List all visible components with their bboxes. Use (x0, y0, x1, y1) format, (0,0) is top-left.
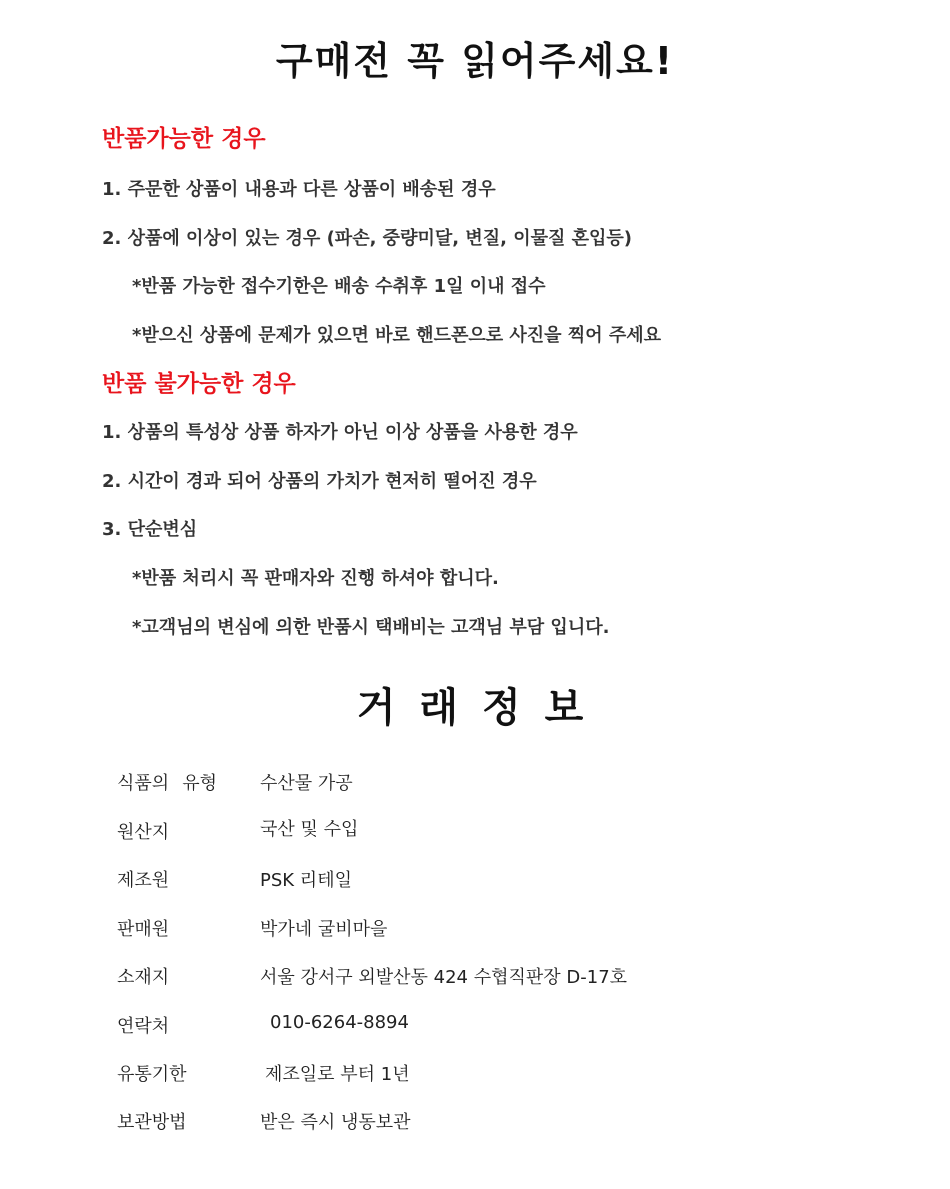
info-label-seller: 판매원 (117, 919, 170, 940)
info-value-seller: 박가네 굴비마을 (260, 919, 388, 940)
info-label-manufacturer: 제조원 (117, 870, 170, 891)
info-value-storage: 받은 즉시 냉동보관 (260, 1112, 411, 1133)
info-label-address: 소재지 (117, 967, 170, 988)
trade-info-title: 거래정보 (356, 685, 608, 731)
returns-impossible-note-1: *반품 처리시 꼭 판매자와 진행 하셔야 합니다. (132, 568, 499, 589)
returns-possible-title: 반품가능한 경우 (102, 126, 266, 152)
info-label-contact: 연락처 (117, 1016, 170, 1037)
returns-impossible-title: 반품 불가능한 경우 (102, 371, 296, 397)
returns-impossible-item-2: 2. 시간이 경과 되어 상품의 가치가 현저히 떨어진 경우 (102, 471, 537, 492)
page-title: 구매전 꼭 읽어주세요! (275, 39, 675, 83)
info-value-expiry: 제조일로 부터 1년 (265, 1064, 410, 1085)
info-value-address: 서울 강서구 외발산동 424 수협직판장 D-17호 (260, 967, 628, 988)
info-value-origin: 국산 및 수입 (260, 819, 359, 840)
info-label-storage: 보관방법 (117, 1112, 187, 1133)
returns-possible-note-2: *받으신 상품에 문제가 있으면 바로 핸드폰으로 사진을 찍어 주세요 (132, 325, 662, 346)
info-label-expiry: 유통기한 (117, 1064, 187, 1085)
returns-possible-note-1: *반품 가능한 접수기한은 배송 수취후 1일 이내 접수 (132, 276, 546, 297)
info-value-manufacturer: PSK 리테일 (260, 870, 352, 891)
info-value-contact: 010-6264-8894 (270, 1012, 409, 1033)
info-value-food-type: 수산물 가공 (260, 773, 353, 794)
returns-impossible-item-3: 3. 단순변심 (102, 519, 198, 540)
returns-possible-item-1: 1. 주문한 상품이 내용과 다른 상품이 배송된 경우 (102, 179, 496, 200)
info-label-origin: 원산지 (117, 822, 170, 843)
returns-impossible-note-2: *고객님의 변심에 의한 반품시 택배비는 고객님 부담 입니다. (132, 617, 610, 638)
returns-possible-item-2: 2. 상품에 이상이 있는 경우 (파손, 중량미달, 변질, 이물질 혼입등) (102, 228, 633, 249)
returns-impossible-item-1: 1. 상품의 특성상 상품 하자가 아닌 이상 상품을 사용한 경우 (102, 422, 578, 443)
info-label-food-type: 식품의 유형 (117, 773, 217, 794)
